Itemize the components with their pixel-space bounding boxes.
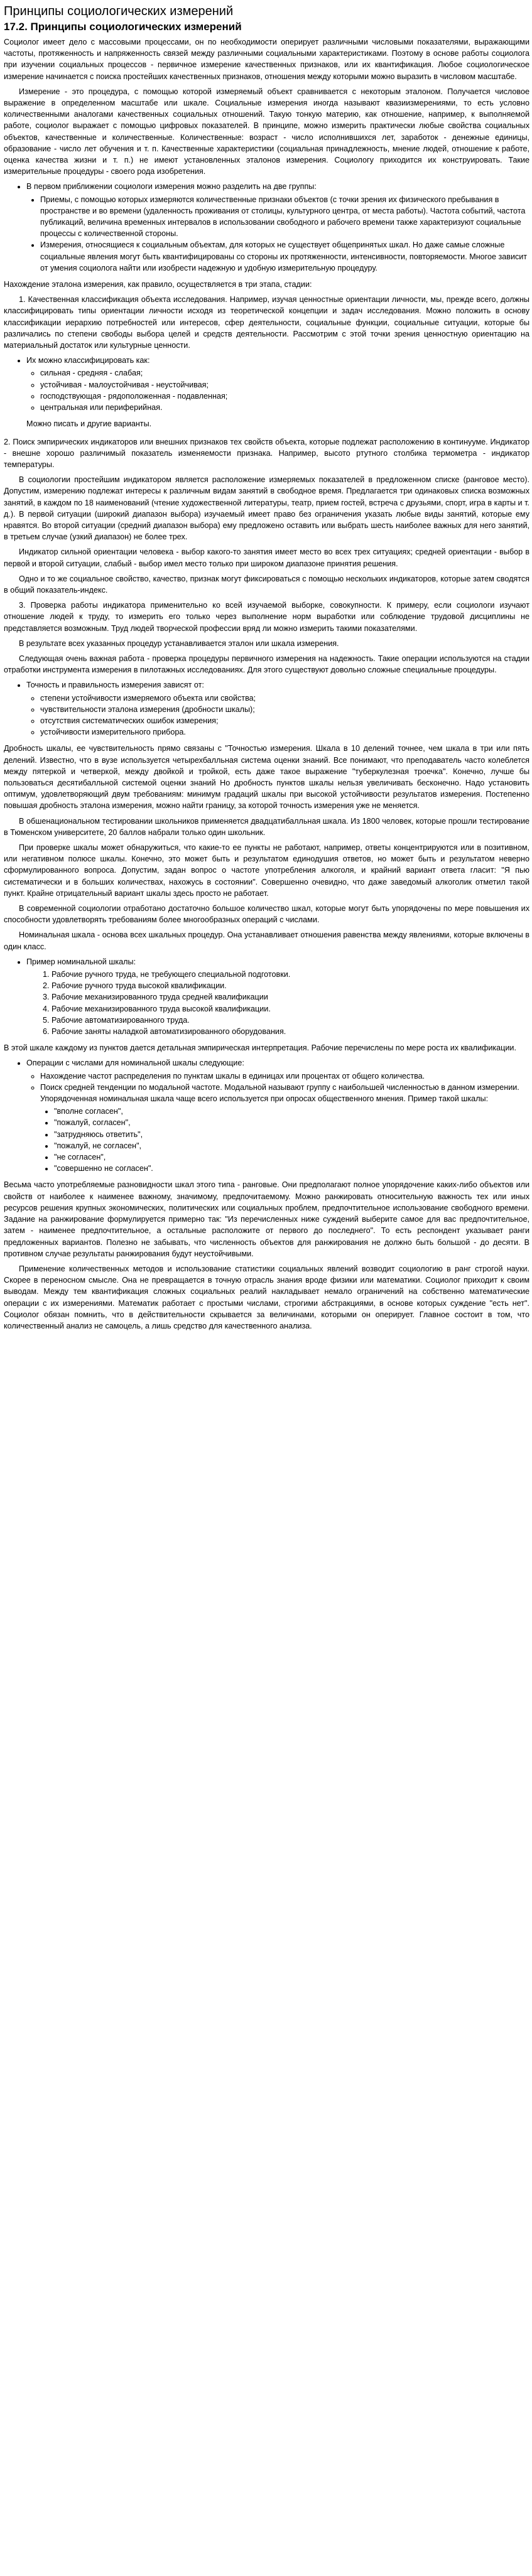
stages-lead: Нахождение эталона измерения, как правило, осуществляется в три этапа, стадии: [4, 280, 312, 289]
list-item: 6. Рабочие заняты наладкой автоматизированного оборудования. [52, 1026, 529, 1037]
list-item: ◦ сильная - средняя - слабая; [40, 367, 529, 379]
list-item: ◦ устойчивости измерительного прибора. [40, 726, 529, 738]
list-item: • "пожалуй, не согласен", [54, 1140, 529, 1151]
list-item [26, 679, 529, 738]
groups-list [13, 181, 529, 274]
scale-paragraph: Дробность шкалы, ее чувствительность прямо связаны с "Точностью измерения. Шкала в 10 делений точнее, чем шкала в три или пять делений. Известно, что в вузе используется четырехбалльная система оценки знаний. Все понимают, что преподаватель часто колеблется между пятеркой и четверкой, между двойкой и тройкой, есть даже такое выражение "туберкулезная троечка". Конечно, лучше бы пользоваться десятибалльной системой оценки знаний Но дробность пунктов шкалы нельзя увеличивать бесконечно. Надо установить оптимум, удовлетворяющий двум требованиям: минимум градаций шкалы при высокой устойчивости результатов измерения. Постепенно повышая дробность эталона измерения, можно найти границу, за которой точность измерения уже не меняется. [4, 744, 529, 811]
list-item: • "совершенно не согласен". [54, 1163, 529, 1174]
accuracy-lead: Точность и правильность измерения зависят от: [26, 681, 204, 690]
accuracy-sublist [26, 693, 529, 738]
list-item: • Приемы, с помощью которых измеряются количественные признаки объектов (с точки зрения их физического пребывания в пространстве и во времени (удаленность проживания от столицы, культурного центра, от места работы). Частота событий, частота публикаций, величина временных интервалов в использовании свободного и рабочего времени также характеризуют социальные процессы с количественной стороны. [40, 194, 529, 240]
stage-1-paragraph: 1. Качественная классификация объекта исследования. Например, изучая ценностные ориентации личности, мы, прежде всего, должны классифицировать типы ориентации личности исходя из теоретической концепции и задач исследования. Можно положить в основу классификации иерархию потребностей или интересов, сфер деятельности, социальные функции, социальные ситуации, которые бы различались по степени свободы выбора целей и средств деятельности. Рассмотрим с этой точки зрения ценностную ориентацию на материальный достаток или культурные ценности. [4, 295, 529, 350]
scale-paragraph-3: При проверке шкалы может обнаружиться, что какие-то ее пункты не работают, например, ответы концентрируются или в позитивном, или негативном полюсе шкалы. Конечно, это может быть и результатом единодушия ответов, но может быть и результатом неверно сформулированного вопроса. Допустим, задан вопрос о частоте употребления алкоголя, и крайний вариант ответа гласит: "Я пью систематически и в больших количествах, нахожусь в состоянии". Совершенно очевидно, что даже заведомый алкоголик отметил такой пункт. Крайне отрицательный вариант шкалы здесь просто не работает. [4, 843, 529, 898]
classify-lead: Их можно классифицировать как: [26, 356, 150, 365]
list-item: • "пожалуй, согласен", [54, 1117, 529, 1128]
list-item: 5. Рабочие автоматизированного труда. [52, 1015, 529, 1026]
operations-lead: Операции с числами для номинальной шкалы следующие: [26, 1059, 244, 1068]
nominal-lead: Пример номинальной шкалы: [26, 957, 136, 966]
classify-list [13, 355, 529, 413]
conclusion-paragraph: Применение количественных методов и использование статистики социальных явлений возводит социологию в ранг строгой науки. Скорее в переносном смысле. Она не превращается в точную отрасль знания вроде физики или математики. Социолог приходит к своим выводам. Между тем квантификация сложных социальных реалий накладывает немало ограничений на собственно математические операции с их измерениями. Математик работает с простыми числами, строгими абстракциями, в основе которых суждение "есть нет". Социолог обязан помнить, что в действительности скрывается за величинами, которыми он оперирует. Главное состоит в том, что количественный анализ не самоцель, а лишь средство для качественного анализа. [4, 1264, 529, 1330]
groups-sublist [26, 194, 529, 274]
scale-paragraph-2: В обшенациональном тестировании школьников применяется двадцатибалльная шкала. Из 1800 человек, которые прошли тестирование в Тюменском университете, 20 баллов набрали только один школьник. [4, 816, 529, 837]
section-title: 17.2. Принципы социологических измерений [4, 21, 242, 33]
list-item: • "вполне согласен", [54, 1106, 529, 1117]
classify-note: Можно писать и другие варианты. [26, 419, 152, 429]
list-item [26, 1057, 529, 1174]
groups-lead: В первом приближении социологи измерения можно разделить на две группы: [26, 182, 317, 191]
operations-sublist [26, 1070, 529, 1175]
accuracy-list [13, 679, 529, 738]
operations-list [13, 1057, 529, 1174]
stage-3-paragraph-2: В результате всех указанных процедур устанавливается эталон или шкала измерения. [19, 639, 339, 648]
scale-paragraph-6: В этой шкале каждому из пунктов дается детальная эмпирическая интерпретация. Рабочие перечислены по мере роста их квалификации. [4, 1043, 516, 1053]
stage-2-paragraph-3: Индикатор сильной ориентации человека - выбор какого-то занятия имеет место во всех трех ситуациях; средней ориентации - выбор в первой и второй ситуации, слабый - выбор имел место только при широком диапазоне принятия решения. [4, 547, 529, 568]
nominal-sublist [26, 969, 529, 1037]
stage-3-paragraph-3: Следующая очень важная работа - проверка процедуры первичного измерения на надежность. Такие операции используются на стадии отработки инструмента измерения в пилотажных исследованиях. Для этого существуют довольно сложные специальные процедуры. [4, 654, 529, 675]
intro-paragraph: Социолог имеет дело с массовыми процессами, он по необходимости оперирует различными числовыми показателями, выражающими частоты, протяженность и напряженность связей между различными социальными характеристиками. Поэтому в основе работы социолога при изучении социальных процессов - первичное измерение качественных признаков, или их квантификация. Любое социологическое измерение начинается с поиска простейших качественных признаков, отношения между которыми можно выразить в числовом масштабе. [4, 38, 529, 81]
opinion-sublist [40, 1106, 529, 1174]
classify-sublist [26, 367, 529, 413]
list-item: • "не согласен", [54, 1151, 529, 1163]
scale-paragraph-4: В современной социологии отработано достаточно большое количество шкал, которые могут быть упорядочены по мере повышения их способности удовлетворять требованиям более многообразных операций с числами. [4, 904, 529, 925]
stage-3-paragraph: 3. Проверка работы индикатора применительно ко всей изучаемой выборке, совокупности. К примеру, если социологи изучают отношение людей к труду, то измерить его только через выполнение норм выработки или соблюдение трудовой дисциплины не представляется возможным. Труд людей творческой профессии вряд ли можно измерить такими показателями. [4, 601, 529, 633]
list-item [26, 181, 529, 274]
list-item: ◦ степени устойчивости измеряемого объекта или свойства; [40, 693, 529, 704]
list-item [40, 1082, 529, 1175]
scale-paragraph-5: Номинальная шкала - основа всех шкальных процедур. Она устанавливает отношения равенства между явлениями, которые включены в один класс. [4, 930, 529, 951]
page-title: Принципы социологических измерений [4, 4, 234, 18]
list-item: 4. Рабочие механизированного труда высокой квалификации. [52, 1003, 529, 1015]
stage-2-paragraph-2: В социологии простейшим индикатором является расположение измеряемых показателей в предложенном списке (ранговое место). Допустим, измерению подлежат интересы к различным видам занятий в свободное время. Предлагается три одинаковых списка возможных занятий, в каждом по 18 наименований (чтение художественной литературы, театр, прием гостей, встреча с друзьями, спорт, игра в карты и т. д.). В первой ситуации (широкий диапазон выбора) изучаемый имеет право без ограничения указать любые виды занятий, которые ему нравятся. Во второй ситуации (средний диапазон выбора) ему предложено оставить или выбрать шесть наиболее важных для него занятий, в третьем случае (узкий диапазон) не более трех. [4, 475, 529, 542]
list-item: ◦ отсутствия систематических ошибок измерения; [40, 715, 529, 726]
list-item: ◦ устойчивая - малоустойчивая - неустойчивая; [40, 379, 529, 391]
list-item [26, 956, 529, 1037]
ranking-paragraph: Весьма часто употребляемые разновидности шкал этого типа - ранговые. Они предполагают полное упорядочение каких-либо объектов или свойств от наиболее к наименее важному, значимому, предпочитаемому. Можно ранжировать относительную важность тех или иных ресурсов решения крупных экономических, политических или социальных проблем, предпочтительное использование свободного времени. Задание на ранжирование формулируется примерно так: "Из перечисленных ниже суждений выберите самое для вас предпочтительное, затем - наименее предпочтительное, а остальные расположите от первого до последнего". То есть респондент указывает ранги предложенных вариантов. Полезно не забывать, что численность объектов для ранжирования не должно быть большой - до десяти. В противном случае результаты ранжирования будут неустойчивыми. [4, 1180, 529, 1258]
stage-2-paragraph: 2. Поиск эмпирических индикаторов или внешних признаков тех свойств объекта, которые подлежат расположению в континууме. Индикатор - внешне хорошо различимый показатель изменяемости признака. Например, высото ртутного столбика термометра - индикатор температуры. [4, 437, 529, 469]
list-item: • "затрудняюсь ответить", [54, 1129, 529, 1140]
document [0, 4, 532, 1340]
stage-2-paragraph-4: Одно и то же социальное свойство, качество, признак могут фиксироваться с помощью нескольких индикаторов, которые затем сводятся в общий показатель-индекс. [4, 574, 529, 595]
list-item: ◦ Нахождение частот распределения по пунктам шкалы в единицах или процентах от общего количества. [40, 1070, 529, 1082]
list-item: 1. Рабочие ручного труда, не требующего специальной подготовки. [52, 969, 529, 980]
list-item: ◦ чувствительности эталона измерения (дробности шкалы); [40, 704, 529, 715]
list-item: 2. Рабочие ручного труда высокой квалификации. [52, 980, 529, 991]
measurement-definition-paragraph: Измерение - это процедура, с помощью которой измеряемый объект сравнивается с некоторым эталоном. Получается числовое выражение в определенном масштабе или шкале. Социальные измерения иногда называют квазиизмерениями, то есть условно количественными аналогами качественных социальных отношений. Такую тонкую материю, как отношение, например, к выполняемой работе, социолог выражает с помощью цифровых показателей. В принципе, можно измерить практически любые свойства социальных объектов, качественные и количественные. Количественные: возраст - число исполнившихся лет, заработок - денежные единицы, образование - число лет обучения и т. п. Качественные характеристики (социальная принадлежность, мнение людей, отношение к работе, оценка качества жизни и т. п.) не имеют установленных эталонов измерения. Социологу приходится их конструировать. Такие измерительные процедуры - своего рода изобретения. [4, 87, 529, 176]
list-item: 3. Рабочие механизированного труда средней квалификации [52, 991, 529, 1003]
list-item [26, 355, 529, 413]
list-item: • Измерения, относящиеся к социальным объектам, для которых не существует общепринятых шкал. Но даже самые сложные социальные явления могут быть квантифицированы со стороны их протяженности, интенсивности, повторяемости. Многое зависит от умения социолога найти или изобрести надежную и удобную измерительную процедуру. [40, 239, 529, 274]
list-item: ◦ господствующая - рядоположенная - подавленная; [40, 391, 529, 402]
list-item: ◦ центральная или периферийная. [40, 402, 529, 413]
operations-item-text: Поиск средней тенденции по модальной частоте. Модальной называют группу с наибольшей численностью в данном измерении. Упорядоченная номинальная шкала чаще всего используется при опросах общественного мнения. Пример такой шкалы: [40, 1082, 519, 1104]
nominal-list [13, 956, 529, 1037]
